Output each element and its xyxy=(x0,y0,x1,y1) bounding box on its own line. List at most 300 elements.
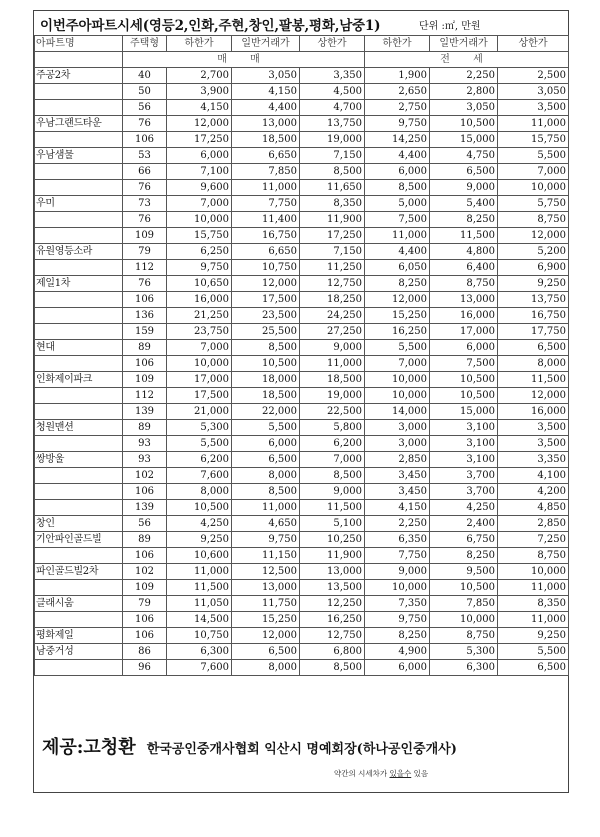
table-row xyxy=(35,196,569,212)
cell-apt-name xyxy=(35,132,123,148)
cell-jeonse-high: 3,050 xyxy=(498,84,569,100)
cell-sale-low: 6,200 xyxy=(167,452,232,468)
cell-sale-avg: 8,500 xyxy=(232,340,300,356)
cell-jeonse-low: 6,000 xyxy=(365,660,430,676)
cell-size: 102 xyxy=(123,468,167,484)
cell-sale-high: 11,000 xyxy=(300,356,365,372)
note-underlined: 있을수 xyxy=(389,769,412,778)
cell-sale-low: 10,500 xyxy=(167,500,232,516)
cell-sale-avg: 11,000 xyxy=(232,180,300,196)
cell-sale-avg: 18,500 xyxy=(232,388,300,404)
cell-jeonse-low: 16,250 xyxy=(365,324,430,340)
cell-jeonse-high: 3,350 xyxy=(498,452,569,468)
cell-apt-name xyxy=(35,548,123,564)
cell-apt-name xyxy=(35,228,123,244)
cell-sale-high: 8,500 xyxy=(300,468,365,484)
cell-jeonse-low: 14,250 xyxy=(365,132,430,148)
cell-sale-low: 17,250 xyxy=(167,132,232,148)
cell-jeonse-high: 2,850 xyxy=(498,516,569,532)
provider-label: 제공:고청환 xyxy=(42,737,136,758)
cell-jeonse-low: 5,000 xyxy=(365,196,430,212)
cell-sale-high: 17,250 xyxy=(300,228,365,244)
table-row xyxy=(35,132,569,148)
cell-jeonse-low: 7,000 xyxy=(365,356,430,372)
cell-apt-name xyxy=(35,356,123,372)
cell-sale-high: 7,150 xyxy=(300,244,365,260)
cell-apt-name xyxy=(35,612,123,628)
cell-jeonse-avg: 3,700 xyxy=(430,468,498,484)
cell-sale-low: 10,750 xyxy=(167,628,232,644)
cell-size: 106 xyxy=(123,628,167,644)
cell-sale-avg: 18,000 xyxy=(232,372,300,388)
cell-jeonse-high: 16,000 xyxy=(498,404,569,420)
unit-label: 단위 :㎡, 만원 xyxy=(419,21,481,32)
cell-sale-avg: 7,850 xyxy=(232,164,300,180)
cell-sale-low: 7,100 xyxy=(167,164,232,180)
cell-size: 139 xyxy=(123,404,167,420)
cell-jeonse-high: 8,350 xyxy=(498,596,569,612)
cell-jeonse-avg: 5,400 xyxy=(430,196,498,212)
cell-jeonse-high: 17,750 xyxy=(498,324,569,340)
cell-sale-high: 6,800 xyxy=(300,644,365,660)
cell-jeonse-avg: 17,000 xyxy=(430,324,498,340)
cell-jeonse-low: 4,400 xyxy=(365,148,430,164)
cell-jeonse-avg: 11,500 xyxy=(430,228,498,244)
cell-apt-name: 우미 xyxy=(35,196,123,212)
cell-jeonse-high: 6,900 xyxy=(498,260,569,276)
cell-jeonse-avg: 6,400 xyxy=(430,260,498,276)
table-row xyxy=(35,116,569,132)
table-row xyxy=(35,644,569,660)
cell-sale-high: 6,200 xyxy=(300,436,365,452)
cell-sale-avg: 25,500 xyxy=(232,324,300,340)
cell-size: 112 xyxy=(123,388,167,404)
group-jeonse: 전 세 xyxy=(365,52,569,68)
cell-jeonse-avg: 10,500 xyxy=(430,580,498,596)
cell-sale-avg: 22,000 xyxy=(232,404,300,420)
cell-apt-name xyxy=(35,388,123,404)
header-apt-name: 아파트명 xyxy=(35,36,123,52)
cell-size: 106 xyxy=(123,356,167,372)
table-row xyxy=(35,324,569,340)
cell-sale-avg: 17,500 xyxy=(232,292,300,308)
cell-sale-avg: 9,750 xyxy=(232,532,300,548)
cell-size: 50 xyxy=(123,84,167,100)
cell-sale-low: 16,000 xyxy=(167,292,232,308)
cell-jeonse-high: 10,000 xyxy=(498,564,569,580)
cell-sale-high: 13,000 xyxy=(300,564,365,580)
cell-jeonse-high: 11,000 xyxy=(498,612,569,628)
cell-jeonse-low: 3,450 xyxy=(365,484,430,500)
cell-size: 106 xyxy=(123,484,167,500)
cell-sale-avg: 11,400 xyxy=(232,212,300,228)
cell-apt-name xyxy=(35,468,123,484)
cell-jeonse-avg: 8,750 xyxy=(430,628,498,644)
table-row xyxy=(35,228,569,244)
table-row xyxy=(35,420,569,436)
cell-sale-high: 11,900 xyxy=(300,212,365,228)
cell-sale-avg: 6,650 xyxy=(232,148,300,164)
cell-sale-high: 10,250 xyxy=(300,532,365,548)
cell-sale-avg: 4,400 xyxy=(232,100,300,116)
cell-sale-high: 7,000 xyxy=(300,452,365,468)
cell-jeonse-low: 2,250 xyxy=(365,516,430,532)
cell-apt-name xyxy=(35,404,123,420)
cell-jeonse-low: 4,400 xyxy=(365,244,430,260)
cell-jeonse-high: 8,000 xyxy=(498,356,569,372)
cell-jeonse-low: 6,350 xyxy=(365,532,430,548)
cell-apt-name: 청원맨션 xyxy=(35,420,123,436)
table-row xyxy=(35,612,569,628)
cell-jeonse-avg: 3,050 xyxy=(430,100,498,116)
table-row xyxy=(35,148,569,164)
cell-jeonse-high: 9,250 xyxy=(498,628,569,644)
cell-sale-high: 11,900 xyxy=(300,548,365,564)
cell-jeonse-high: 5,500 xyxy=(498,644,569,660)
cell-jeonse-avg: 3,100 xyxy=(430,452,498,468)
cell-size: 106 xyxy=(123,132,167,148)
cell-apt-name xyxy=(35,260,123,276)
table-row xyxy=(35,452,569,468)
cell-jeonse-low: 3,000 xyxy=(365,420,430,436)
cell-sale-high: 4,700 xyxy=(300,100,365,116)
cell-sale-low: 11,050 xyxy=(167,596,232,612)
cell-sale-low: 7,600 xyxy=(167,660,232,676)
cell-size: 79 xyxy=(123,596,167,612)
cell-size: 89 xyxy=(123,420,167,436)
cell-sale-high: 11,650 xyxy=(300,180,365,196)
cell-sale-low: 17,500 xyxy=(167,388,232,404)
cell-jeonse-avg: 6,500 xyxy=(430,164,498,180)
table-row xyxy=(35,500,569,516)
cell-jeonse-high: 6,500 xyxy=(498,340,569,356)
cell-sale-low: 21,250 xyxy=(167,308,232,324)
title-row xyxy=(34,11,568,35)
cell-size: 93 xyxy=(123,452,167,468)
cell-jeonse-low: 4,150 xyxy=(365,500,430,516)
cell-sale-avg: 8,000 xyxy=(232,468,300,484)
table-row xyxy=(35,628,569,644)
cell-jeonse-avg: 13,000 xyxy=(430,292,498,308)
cell-sale-avg: 11,000 xyxy=(232,500,300,516)
cell-sale-avg: 10,500 xyxy=(232,356,300,372)
cell-size: 53 xyxy=(123,148,167,164)
cell-apt-name: 현대 xyxy=(35,340,123,356)
table-row xyxy=(35,596,569,612)
cell-jeonse-high: 8,750 xyxy=(498,548,569,564)
cell-apt-name xyxy=(35,164,123,180)
cell-jeonse-avg: 16,000 xyxy=(430,308,498,324)
page-title: 이번주아파트시세(영등2,인화,주현,창인,팔봉,평화,남중1) xyxy=(40,18,381,34)
table-row xyxy=(35,372,569,388)
header-jeonse-low: 하한가 xyxy=(365,36,430,52)
group-spacer xyxy=(35,52,123,68)
table-row xyxy=(35,468,569,484)
cell-jeonse-high: 10,000 xyxy=(498,180,569,196)
cell-jeonse-low: 9,000 xyxy=(365,564,430,580)
footer xyxy=(34,729,568,792)
cell-sale-high: 12,750 xyxy=(300,628,365,644)
cell-sale-low: 9,250 xyxy=(167,532,232,548)
header-jeonse-high: 상한가 xyxy=(498,36,569,52)
cell-jeonse-high: 4,850 xyxy=(498,500,569,516)
cell-apt-name xyxy=(35,180,123,196)
cell-jeonse-avg: 6,300 xyxy=(430,660,498,676)
cell-size: 56 xyxy=(123,516,167,532)
cell-jeonse-avg: 2,800 xyxy=(430,84,498,100)
header-jeonse-avg: 일반거래가 xyxy=(430,36,498,52)
cell-jeonse-high: 3,500 xyxy=(498,100,569,116)
cell-size: 136 xyxy=(123,308,167,324)
cell-apt-name: 제일1차 xyxy=(35,276,123,292)
cell-sale-low: 10,650 xyxy=(167,276,232,292)
cell-sale-high: 13,500 xyxy=(300,580,365,596)
cell-jeonse-avg: 10,000 xyxy=(430,612,498,628)
cell-sale-high: 18,250 xyxy=(300,292,365,308)
cell-sale-high: 13,750 xyxy=(300,116,365,132)
cell-sale-low: 12,000 xyxy=(167,116,232,132)
cell-sale-high: 11,250 xyxy=(300,260,365,276)
cell-apt-name: 우남그랜드타운 xyxy=(35,116,123,132)
cell-sale-avg: 12,000 xyxy=(232,276,300,292)
cell-jeonse-high: 4,200 xyxy=(498,484,569,500)
table-row xyxy=(35,532,569,548)
cell-size: 76 xyxy=(123,212,167,228)
provider-line xyxy=(42,733,457,759)
cell-apt-name: 창인 xyxy=(35,516,123,532)
cell-apt-name: 평화제일 xyxy=(35,628,123,644)
cell-sale-avg: 23,500 xyxy=(232,308,300,324)
header-sale-avg: 일반거래가 xyxy=(232,36,300,52)
cell-apt-name: 기안파인골드빌 xyxy=(35,532,123,548)
cell-sale-avg: 8,000 xyxy=(232,660,300,676)
cell-jeonse-low: 4,900 xyxy=(365,644,430,660)
cell-sale-low: 21,000 xyxy=(167,404,232,420)
cell-jeonse-low: 1,900 xyxy=(365,68,430,84)
cell-sale-avg: 6,500 xyxy=(232,452,300,468)
cell-jeonse-avg: 7,500 xyxy=(430,356,498,372)
cell-jeonse-avg: 6,750 xyxy=(430,532,498,548)
cell-size: 89 xyxy=(123,532,167,548)
cell-sale-high: 12,750 xyxy=(300,276,365,292)
cell-sale-avg: 13,000 xyxy=(232,580,300,596)
cell-apt-name xyxy=(35,308,123,324)
cell-sale-high: 11,500 xyxy=(300,500,365,516)
cell-sale-avg: 16,750 xyxy=(232,228,300,244)
cell-jeonse-low: 7,350 xyxy=(365,596,430,612)
cell-sale-high: 24,250 xyxy=(300,308,365,324)
cell-sale-high: 27,250 xyxy=(300,324,365,340)
cell-sale-avg: 10,750 xyxy=(232,260,300,276)
cell-sale-high: 8,350 xyxy=(300,196,365,212)
cell-sale-low: 2,700 xyxy=(167,68,232,84)
cell-sale-avg: 11,150 xyxy=(232,548,300,564)
cell-jeonse-high: 11,000 xyxy=(498,580,569,596)
table-row xyxy=(35,308,569,324)
cell-sale-avg: 5,500 xyxy=(232,420,300,436)
price-table xyxy=(34,35,569,676)
cell-size: 139 xyxy=(123,500,167,516)
cell-sale-low: 9,750 xyxy=(167,260,232,276)
cell-jeonse-high: 12,000 xyxy=(498,228,569,244)
cell-jeonse-low: 9,750 xyxy=(365,612,430,628)
cell-jeonse-avg: 3,700 xyxy=(430,484,498,500)
cell-size: 109 xyxy=(123,580,167,596)
cell-jeonse-low: 9,750 xyxy=(365,116,430,132)
cell-jeonse-avg: 9,500 xyxy=(430,564,498,580)
cell-jeonse-high: 8,750 xyxy=(498,212,569,228)
cell-sale-avg: 6,000 xyxy=(232,436,300,452)
table-row xyxy=(35,276,569,292)
table-row xyxy=(35,356,569,372)
cell-size: 86 xyxy=(123,644,167,660)
cell-apt-name xyxy=(35,292,123,308)
cell-apt-name: 우남샘물 xyxy=(35,148,123,164)
cell-sale-high: 3,350 xyxy=(300,68,365,84)
cell-sale-low: 5,300 xyxy=(167,420,232,436)
cell-size: 79 xyxy=(123,244,167,260)
cell-jeonse-high: 13,750 xyxy=(498,292,569,308)
cell-sale-high: 9,000 xyxy=(300,340,365,356)
cell-sale-high: 16,250 xyxy=(300,612,365,628)
cell-apt-name: 쌍방울 xyxy=(35,452,123,468)
cell-jeonse-high: 7,000 xyxy=(498,164,569,180)
cell-jeonse-low: 8,500 xyxy=(365,180,430,196)
cell-jeonse-avg: 15,000 xyxy=(430,404,498,420)
cell-jeonse-high: 5,200 xyxy=(498,244,569,260)
cell-sale-high: 5,100 xyxy=(300,516,365,532)
table-row xyxy=(35,404,569,420)
group-sale: 매 매 xyxy=(123,52,365,68)
cell-jeonse-high: 16,750 xyxy=(498,308,569,324)
cell-sale-high: 8,500 xyxy=(300,660,365,676)
cell-apt-name xyxy=(35,212,123,228)
cell-jeonse-avg: 7,850 xyxy=(430,596,498,612)
cell-sale-low: 5,500 xyxy=(167,436,232,452)
cell-sale-high: 12,250 xyxy=(300,596,365,612)
cell-sale-low: 4,150 xyxy=(167,100,232,116)
cell-sale-avg: 12,000 xyxy=(232,628,300,644)
cell-jeonse-low: 8,250 xyxy=(365,276,430,292)
cell-sale-low: 14,500 xyxy=(167,612,232,628)
cell-apt-name xyxy=(35,484,123,500)
cell-jeonse-low: 7,750 xyxy=(365,548,430,564)
cell-jeonse-low: 3,000 xyxy=(365,436,430,452)
cell-sale-low: 6,250 xyxy=(167,244,232,260)
table-row xyxy=(35,84,569,100)
cell-size: 106 xyxy=(123,292,167,308)
cell-sale-avg: 8,500 xyxy=(232,484,300,500)
cell-size: 106 xyxy=(123,548,167,564)
cell-sale-high: 8,500 xyxy=(300,164,365,180)
cell-jeonse-avg: 8,250 xyxy=(430,548,498,564)
cell-jeonse-high: 11,000 xyxy=(498,116,569,132)
cell-apt-name: 클래시움 xyxy=(35,596,123,612)
cell-jeonse-avg: 10,500 xyxy=(430,116,498,132)
header-sale-low: 하한가 xyxy=(167,36,232,52)
cell-apt-name xyxy=(35,100,123,116)
table-row xyxy=(35,580,569,596)
table-row xyxy=(35,244,569,260)
cell-jeonse-high: 11,500 xyxy=(498,372,569,388)
table-row xyxy=(35,292,569,308)
cell-size: 106 xyxy=(123,612,167,628)
cell-jeonse-high: 6,500 xyxy=(498,660,569,676)
cell-sale-high: 22,500 xyxy=(300,404,365,420)
cell-size: 56 xyxy=(123,100,167,116)
cell-size: 112 xyxy=(123,260,167,276)
cell-apt-name xyxy=(35,580,123,596)
cell-apt-name xyxy=(35,500,123,516)
cell-size: 109 xyxy=(123,372,167,388)
note-prefix: 약간의 시세차가 xyxy=(334,769,388,778)
cell-size: 76 xyxy=(123,180,167,196)
cell-sale-high: 7,150 xyxy=(300,148,365,164)
disclaimer-note xyxy=(334,768,428,779)
cell-sale-avg: 6,650 xyxy=(232,244,300,260)
cell-jeonse-low: 12,000 xyxy=(365,292,430,308)
table-row xyxy=(35,340,569,356)
cell-jeonse-avg: 3,100 xyxy=(430,420,498,436)
cell-jeonse-low: 6,050 xyxy=(365,260,430,276)
cell-sale-avg: 11,750 xyxy=(232,596,300,612)
cell-sale-avg: 7,750 xyxy=(232,196,300,212)
cell-jeonse-low: 10,000 xyxy=(365,580,430,596)
cell-sale-low: 10,600 xyxy=(167,548,232,564)
cell-sale-low: 7,600 xyxy=(167,468,232,484)
cell-sale-avg: 4,150 xyxy=(232,84,300,100)
cell-jeonse-high: 2,500 xyxy=(498,68,569,84)
cell-jeonse-avg: 4,250 xyxy=(430,500,498,516)
cell-jeonse-low: 2,850 xyxy=(365,452,430,468)
cell-jeonse-low: 2,750 xyxy=(365,100,430,116)
cell-sale-low: 4,250 xyxy=(167,516,232,532)
cell-jeonse-high: 5,750 xyxy=(498,196,569,212)
cell-jeonse-low: 10,000 xyxy=(365,372,430,388)
cell-sale-high: 4,500 xyxy=(300,84,365,100)
cell-sale-avg: 12,500 xyxy=(232,564,300,580)
cell-size: 93 xyxy=(123,436,167,452)
cell-sale-low: 10,000 xyxy=(167,212,232,228)
table-row xyxy=(35,516,569,532)
cell-jeonse-high: 15,750 xyxy=(498,132,569,148)
cell-apt-name: 인화제이파크 xyxy=(35,372,123,388)
cell-sale-low: 9,600 xyxy=(167,180,232,196)
cell-size: 102 xyxy=(123,564,167,580)
cell-jeonse-avg: 8,250 xyxy=(430,212,498,228)
cell-sale-low: 7,000 xyxy=(167,196,232,212)
cell-jeonse-high: 4,100 xyxy=(498,468,569,484)
cell-jeonse-avg: 6,000 xyxy=(430,340,498,356)
cell-jeonse-avg: 5,300 xyxy=(430,644,498,660)
cell-jeonse-low: 5,500 xyxy=(365,340,430,356)
cell-jeonse-low: 10,000 xyxy=(365,388,430,404)
table-row xyxy=(35,484,569,500)
cell-jeonse-avg: 2,400 xyxy=(430,516,498,532)
cell-jeonse-high: 7,250 xyxy=(498,532,569,548)
cell-jeonse-avg: 4,800 xyxy=(430,244,498,260)
cell-apt-name xyxy=(35,660,123,676)
cell-jeonse-avg: 8,750 xyxy=(430,276,498,292)
header-size: 주택형 xyxy=(123,36,167,52)
cell-sale-high: 5,800 xyxy=(300,420,365,436)
cell-apt-name: 남중거성 xyxy=(35,644,123,660)
cell-sale-low: 23,750 xyxy=(167,324,232,340)
cell-jeonse-low: 2,650 xyxy=(365,84,430,100)
provider-desc: 한국공인중개사협회 익산시 명예회장(하나공인중개사) xyxy=(146,742,457,757)
cell-apt-name xyxy=(35,84,123,100)
cell-jeonse-avg: 3,100 xyxy=(430,436,498,452)
